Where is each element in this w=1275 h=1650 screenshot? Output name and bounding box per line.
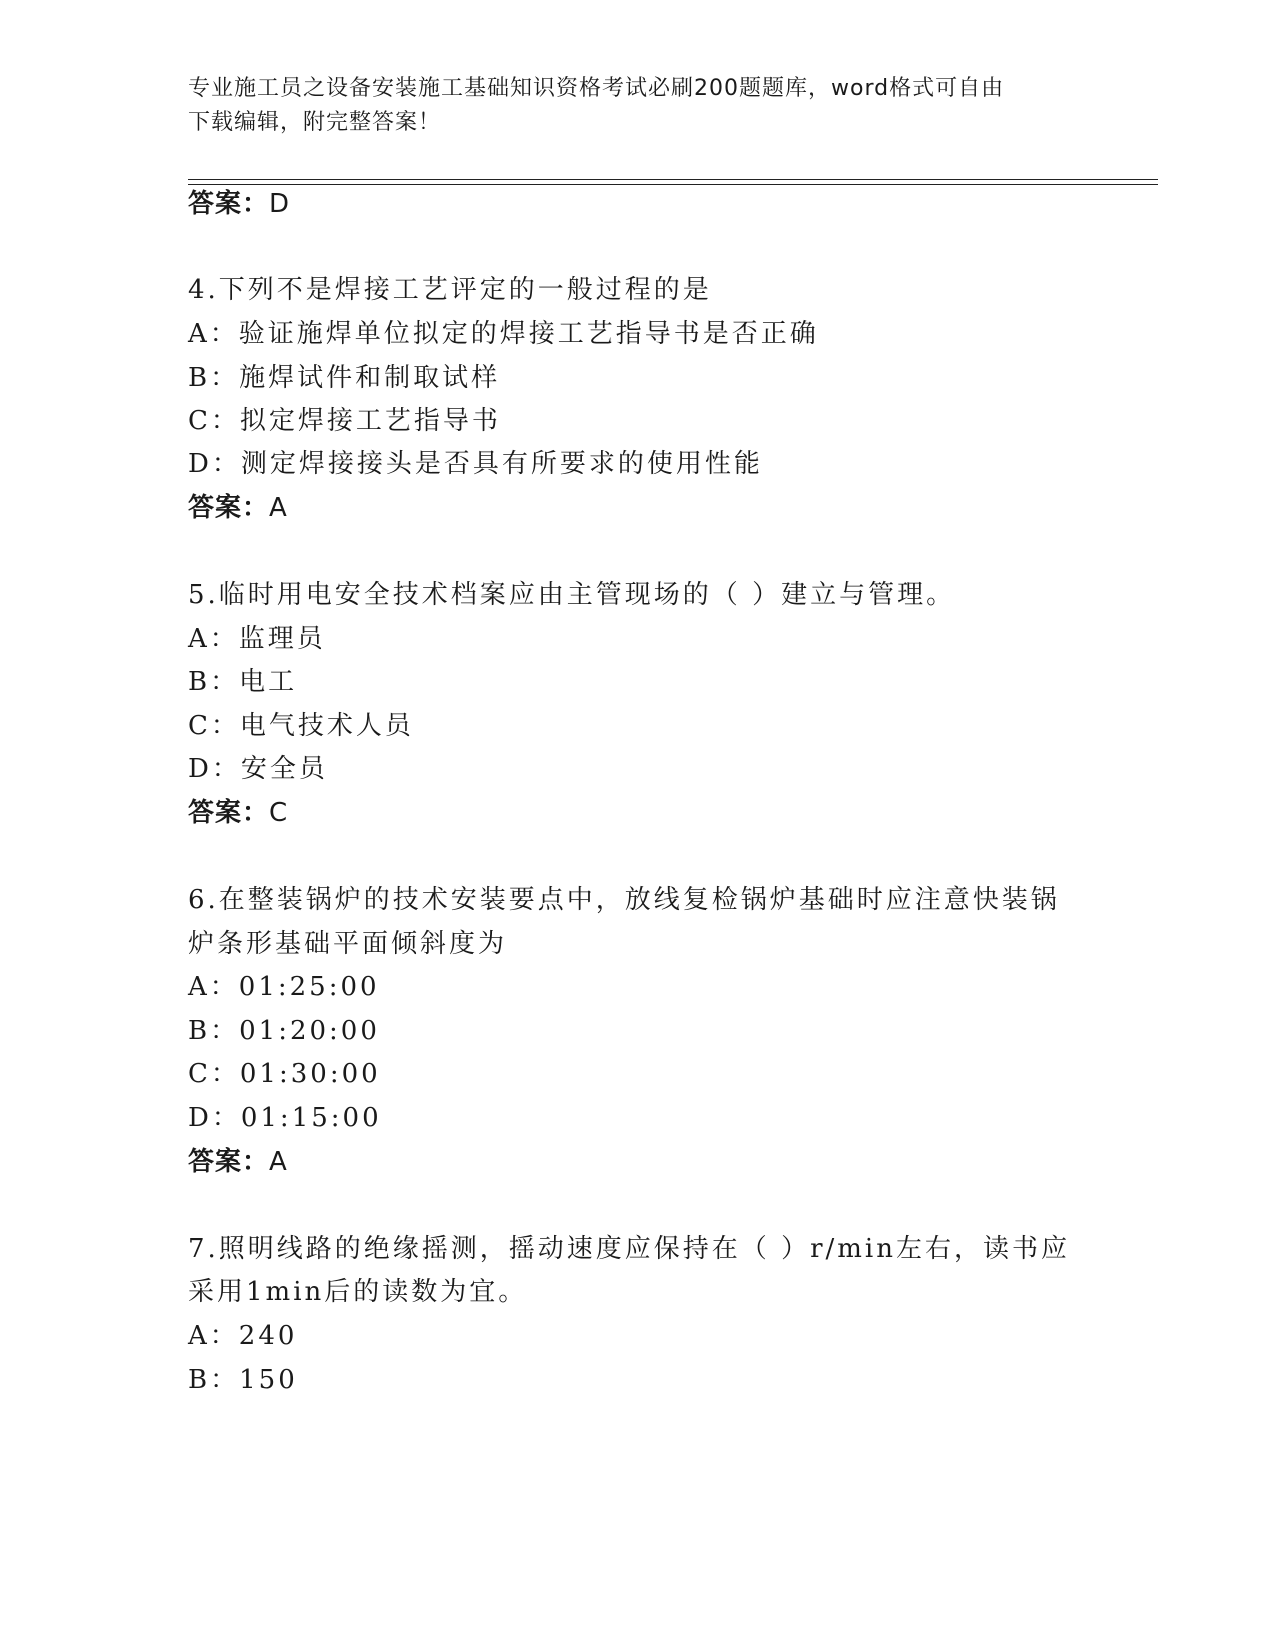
question-6-option-d: D：01:15:00 [188, 1103, 382, 1133]
question-5-stem: 5.临时用电安全技术档案应由主管现场的（ ）建立与管理。 [188, 580, 956, 610]
header-divider-top [188, 179, 1158, 180]
answer-value: A [269, 493, 288, 523]
question-4-option-d: D：测定焊接接头是否具有所要求的使用性能 [188, 449, 763, 479]
header-line-1: 专业施工员之设备安装施工基础知识资格考试必刷200题题库，word格式可自由 [188, 76, 1005, 101]
answer-label: 答案： [188, 798, 270, 828]
question-5-option-b: B：电工 [188, 667, 298, 697]
question-7-stem-line-1: 7.照明线路的绝缘摇测，摇动速度应保持在（ ）r/min左右，读书应 [188, 1234, 1070, 1264]
question-7-option-a: A：240 [188, 1321, 298, 1351]
question-4-option-a: A：验证施焊单位拟定的焊接工艺指导书是否正确 [188, 319, 819, 349]
question-6-option-a: A：01:25:00 [188, 972, 380, 1002]
previous-answer [188, 187, 290, 221]
question-6-option-b: B：01:20:00 [188, 1016, 380, 1046]
answer-value: D [269, 189, 291, 219]
question-6-option-c: C：01:30:00 [188, 1059, 381, 1089]
question-4-answer [188, 491, 288, 525]
question-7-option-b: B：150 [188, 1365, 298, 1395]
question-6-stem-line-2: 炉条形基础平面倾斜度为 [188, 929, 508, 959]
header-divider-bottom [188, 184, 1158, 185]
question-4-stem: 4.下列不是焊接工艺评定的一般过程的是 [188, 275, 712, 305]
question-4-option-c: C：拟定焊接工艺指导书 [188, 406, 501, 436]
question-6-stem-line-1: 6.在整装锅炉的技术安装要点中，放线复检锅炉基础时应注意快装锅 [188, 885, 1060, 915]
question-5-option-c: C：电气技术人员 [188, 711, 414, 741]
answer-label: 答案： [188, 1147, 270, 1177]
answer-value: C [269, 798, 289, 828]
question-5-answer [188, 796, 288, 830]
question-5-option-a: A：监理员 [188, 624, 326, 654]
question-4-option-b: B：施焊试件和制取试样 [188, 363, 501, 393]
answer-value: A [269, 1147, 288, 1177]
question-7-stem-line-2: 采用1min后的读数为宜。 [188, 1277, 528, 1307]
answer-label: 答案： [188, 493, 270, 523]
question-5-option-d: D：安全员 [188, 754, 328, 784]
document-header [188, 72, 1068, 140]
answer-label: 答案： [188, 189, 270, 219]
header-line-2: 下载编辑，附完整答案！ [188, 110, 442, 135]
question-6-answer [188, 1145, 288, 1179]
